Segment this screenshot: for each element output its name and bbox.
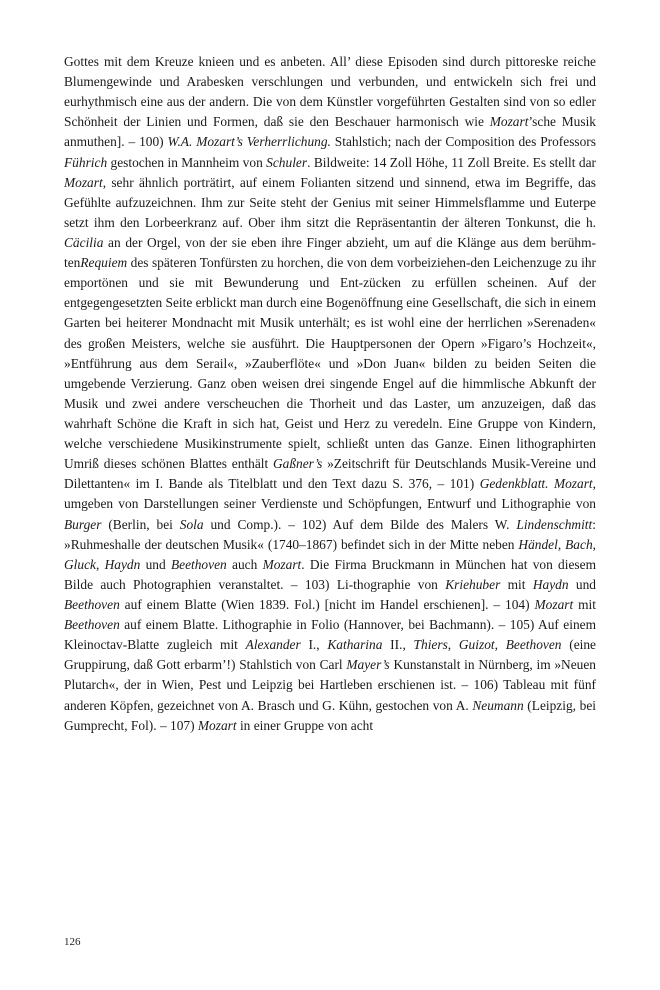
text-run: Gottes mit dem Kreuze knieen und es anbeten. All’ diese Episoden sind durch pittoreske reiche Blumengewinde und Arabesken verschlungen und verbunden, und entwickeln sich frei und eurhythmisch eine aus der andern. Die von dem Künstler vorgeführten Gestalten sind von so edler Schönheit der Linien und Formen, daß sie den Beschauer harmonisch wie	[64, 54, 596, 130]
italic-text-run: Neumann	[472, 697, 524, 713]
italic-text-run: Kriehuber	[445, 576, 501, 592]
italic-text-run: Mozart	[64, 174, 103, 190]
text-run: (Berlin, bei	[101, 516, 180, 532]
italic-text-run: Haydn	[532, 576, 569, 592]
italic-text-run: Alexander	[245, 637, 301, 653]
italic-text-run: Haydn	[104, 556, 141, 572]
text-run: und Comp.). – 102) Auf dem Bilde des Malers W.	[203, 516, 517, 532]
text-run: und	[568, 576, 597, 592]
text-run: . Bildweite: 14 Zoll Höhe, 11 Zoll Breite. Es stellt dar	[307, 154, 596, 170]
italic-text-run: Mozart	[262, 556, 302, 572]
text-run: , sehr ähnlich porträtirt, auf einem Folianten sitzend und sinnend, etwa im Begriffe, das Gefühlte aufzuzeichnen. Ihm zur Seite steht der Genius mit seiner Himmelsflamme und Euterpe setzt ihm den Lorbeerkranz auf. Ober ihm sitzt die Repräsentantin der älteren Tonkunst, die h.	[64, 174, 596, 230]
italic-text-run: Burger	[64, 516, 102, 532]
paragraph-continuation	[64, 52, 596, 736]
italic-text-run: Mayer’s	[346, 657, 390, 673]
text-run: auch	[226, 556, 263, 572]
text-run: I.,	[300, 637, 328, 653]
italic-text-run: Beethoven	[170, 556, 227, 572]
text-run: in einer Gruppe von acht	[236, 717, 374, 733]
italic-text-run: Guizot	[458, 637, 495, 653]
italic-text-run: Lindenschmitt	[516, 516, 593, 532]
italic-text-run: Katharina	[327, 637, 383, 653]
text-run: ,	[447, 637, 459, 653]
italic-text-run: Gedenkblatt. Mozart	[479, 476, 593, 492]
text-run: mit	[500, 576, 533, 592]
italic-text-run: Bach	[565, 536, 593, 552]
italic-text-run: Cäcilia	[64, 234, 104, 250]
text-run: : »Ruhmeshalle der deutschen Musik« (1740–1867) befindet sich in der Mitte neben	[64, 516, 596, 552]
text-run: Kunstanstalt in Nürnberg, im »Neuen Plutarch«, der in Wien, Pest und Leipzig bei Hartleben erschienen ist. – 106) Tableau mit fünf anderen Köpfen, gezeichnet von A. Brasch und G. Kühn, gestochen von A.	[64, 657, 596, 713]
italic-text-run: Händel	[518, 536, 558, 552]
text-run: an der Orgel, von der sie eben ihre Finger abzieht, um auf die Klänge aus dem berühm-ten	[64, 234, 596, 271]
italic-text-run: Führich	[64, 154, 108, 170]
text-run: ,	[494, 637, 506, 653]
text-run: (eine Gruppirung, daß Gott erbarm’!) Stahlstich von Carl	[64, 637, 596, 673]
italic-text-run: Thiers	[413, 637, 448, 653]
text-run: ,	[557, 536, 566, 552]
italic-text-run: Sola	[179, 516, 204, 532]
italic-text-run: Beethoven	[64, 596, 120, 612]
text-run: . Die Firma Bruckmann in München hat von diesem Bilde auch Photographien veranstaltet. – 103) Li-thographie von	[64, 556, 596, 592]
italic-text-run: Gluck	[64, 556, 96, 572]
italic-text-run: W.A. Mozart’s Verherrlichung.	[167, 134, 331, 150]
text-run: ,	[592, 536, 596, 552]
text-run: und	[140, 556, 171, 572]
italic-text-run: Gaßner’s	[272, 456, 323, 472]
italic-text-run: Mozart	[534, 596, 574, 612]
text-run: »Zeitschrift für Deutschlands Musik-Vereine und Dilettanten« im I. Bande als Titelblatt und den Text dazu S. 376, – 101)	[64, 456, 596, 492]
italic-text-run: Schuler	[266, 154, 308, 170]
page-body-text	[64, 52, 596, 736]
text-run: , umgeben von Darstellungen seiner Verdienste und Schöpfungen, Entwurf und Lithographie von	[64, 476, 596, 512]
text-run: II.,	[382, 637, 414, 653]
text-run: mit	[573, 596, 596, 612]
italic-text-run: Beethoven	[64, 617, 120, 633]
italic-text-run: Mozart	[197, 717, 237, 733]
text-run: des späteren Tonfürsten zu horchen, die von dem vorbeiziehen-den Leichenzuge zu ihr emportönen und sie mit Bewunderung und Ent-zücken zu erfüllen scheinen. Auf der entgegengesetzten Seite erblickt man durch eine Bogenöffnung eine Gesellschaft, die sich in einem Garten bei heiterer Mondnacht mit Musik unterhält; es ist wohl eine der herrlichen »Serenaden« des großen Meisters, welche sie ausführt. Die Hauptpersonen der Opern »Figaro’s Hochzeit«, »Entführung aus dem Serail«, »Zauberflöte« und »Don Juan« bilden zu beiden Seiten die umgebende Verzierung. Ganz oben weisen drei singende Engel auf die himmlische Abkunft der Musik und zwei andere verscheuchen die Thorheit und das Laster, um anzuzeigen, daß das wahrhaft Schöne die Kraft in sich hat, Geist und Herz zu veredeln. Eine Gruppe von Kindern, welche verschiedene Musikinstrumente spielt, schließt unten das Ganze. Einen lithographirten Umriß dieses schönen Blattes enthält	[64, 255, 596, 472]
text-run: auf einem Blatte. Lithographie in Folio (Hannover, bei Bachmann). – 105) Auf einem Kleinoctav-Blatte zugleich mit	[64, 617, 596, 653]
text-run: (Leipzig, bei Gumprecht, Fol). – 107)	[64, 697, 596, 733]
page-number: 126	[64, 936, 81, 948]
italic-text-run: Requiem	[80, 255, 128, 271]
italic-text-run: Beethoven	[505, 637, 562, 653]
text-run: gestochen in Mannheim von	[107, 154, 267, 170]
text-run: ’sche Musik anmuthen]. – 100)	[64, 114, 597, 150]
italic-text-run: Mozart	[489, 114, 529, 130]
text-run: Stahlstich; nach der Composition des Professors	[330, 134, 596, 150]
text-run: ,	[95, 556, 105, 572]
text-run: auf einem Blatte (Wien 1839. Fol.) [nicht im Handel erschienen]. – 104)	[119, 596, 535, 612]
